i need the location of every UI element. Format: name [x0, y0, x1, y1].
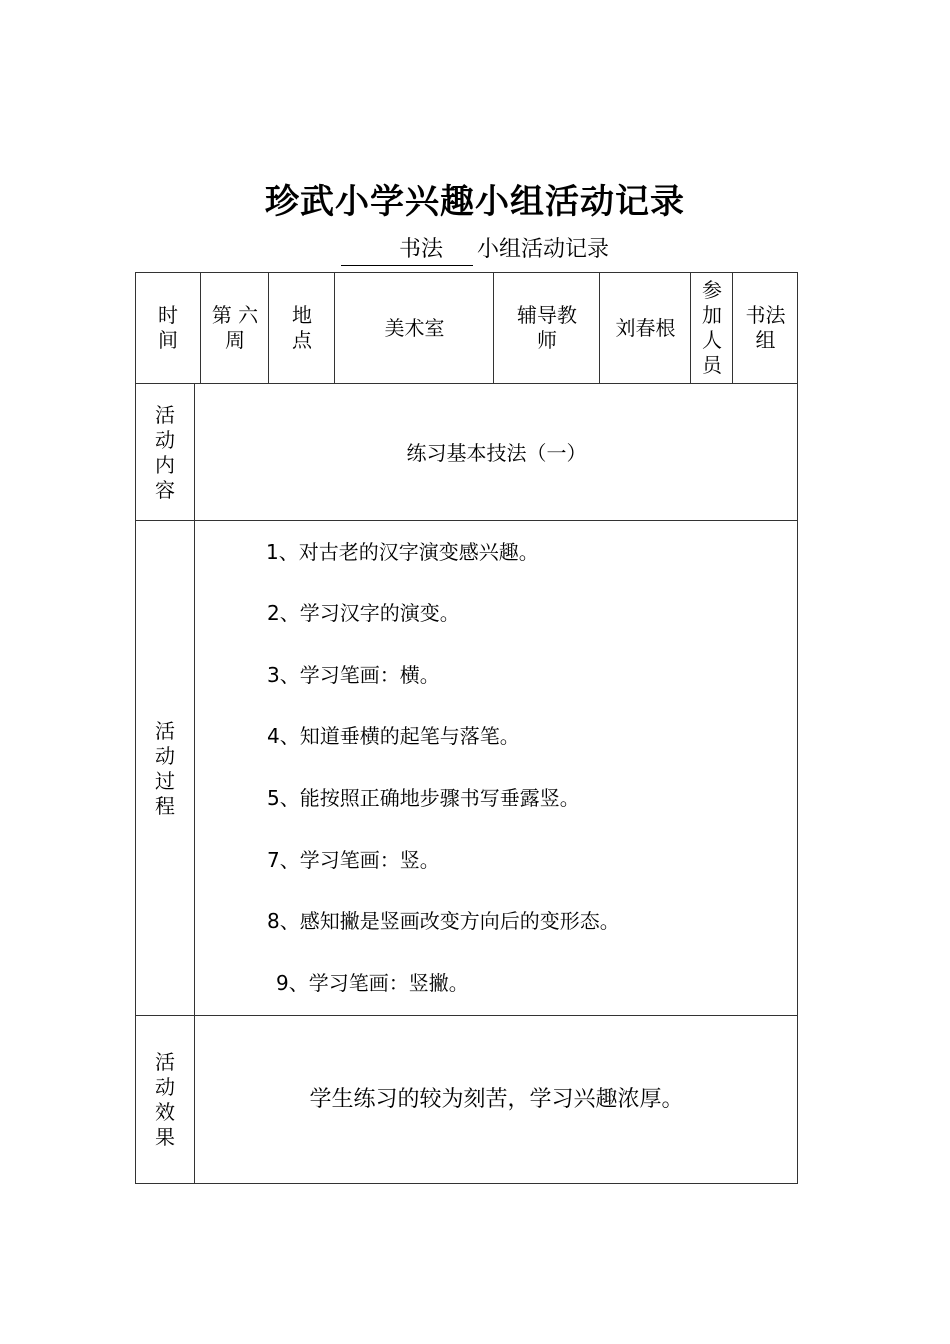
- process-step: 5、能按照正确地步骤书写垂露竖。: [267, 786, 580, 810]
- time-label-cell: [135, 272, 201, 384]
- process-step: 3、学习笔画：横。: [267, 663, 440, 687]
- time-value: 第 六 周: [211, 303, 259, 352]
- place-value-cell: [334, 272, 494, 384]
- teacher-value-cell: [599, 272, 691, 384]
- process-step: 1、对古老的汉字演变感兴趣。: [266, 540, 539, 564]
- subtitle-suffix: 小组活动记录: [476, 237, 609, 262]
- teacher-label: 辅导教师: [517, 303, 577, 352]
- participants-label-cell: [690, 272, 733, 384]
- effect-value: 学生练习的较为刻苦，学习兴趣浓厚。: [309, 1087, 684, 1112]
- place-value: 美术室: [384, 316, 445, 340]
- teacher-label-cell: [493, 272, 600, 384]
- place-label-cell: [268, 272, 335, 384]
- page-title: 珍武小学兴趣小组活动记录: [265, 182, 685, 222]
- process-step: 7、学习笔画：竖。: [267, 848, 440, 872]
- time-label: 时间: [158, 303, 178, 352]
- participants-value: 书法组: [745, 303, 786, 352]
- time-value-cell: [200, 272, 269, 384]
- effect-value-cell: [194, 1015, 798, 1184]
- process-label: 活动过程: [155, 718, 175, 818]
- effect-label-cell: [135, 1015, 195, 1184]
- group-name-field: 书法: [341, 235, 473, 266]
- process-steps: [195, 520, 798, 1015]
- content-value: 练习基本技法（一）: [406, 440, 587, 465]
- subtitle: [0, 232, 950, 266]
- process-step: 4、知道垂横的起笔与落笔。: [267, 724, 520, 748]
- process-step: 8、感知撇是竖画改变方向后的变形态。: [267, 909, 620, 933]
- participants-label: 参加人员: [702, 278, 722, 377]
- effect-label: 活动效果: [155, 1050, 175, 1149]
- process-step: 2、学习汉字的演变。: [267, 601, 460, 625]
- content-value-cell: [194, 383, 798, 521]
- place-label: 地点: [292, 303, 312, 352]
- process-step: 9、学习笔画：竖撇。: [276, 971, 469, 995]
- content-label: 活动内容: [155, 402, 175, 502]
- process-label-cell: [135, 520, 195, 1016]
- participants-value-cell: [732, 272, 798, 384]
- content-label-cell: [135, 383, 195, 521]
- teacher-value: 刘春根: [615, 316, 676, 340]
